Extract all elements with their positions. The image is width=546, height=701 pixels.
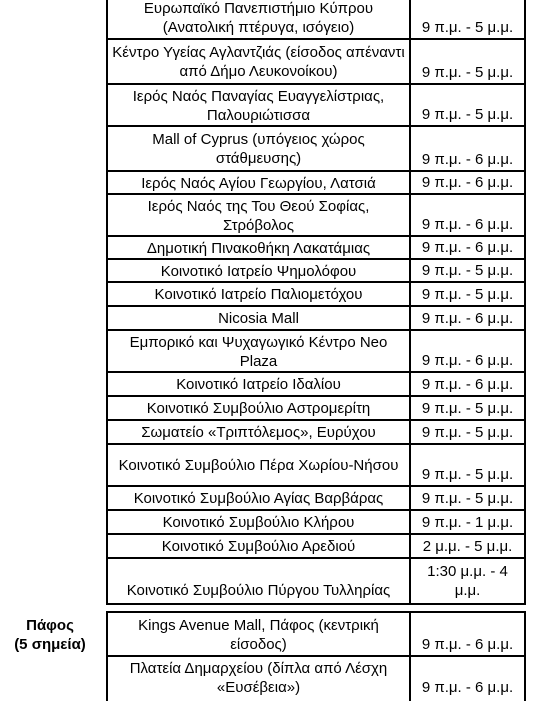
hours-cell: 9 π.μ. - 6 μ.μ. xyxy=(421,376,514,393)
hours-cell: 9 π.μ. - 5 μ.μ. xyxy=(421,490,514,507)
hours-cell: 9 π.μ. - 6 μ.μ. xyxy=(421,174,514,191)
hours-cell: 9 π.μ. - 6 μ.μ. xyxy=(421,216,514,233)
hours-cell: 9 π.μ. - 1 μ.μ. xyxy=(421,514,514,531)
location-cell: Κοινοτικό Συμβούλιο Αστρομερίτη xyxy=(146,400,371,417)
row-divider xyxy=(106,419,526,421)
hours-cell: 9 π.μ. - 5 μ.μ. xyxy=(421,262,514,279)
row-divider xyxy=(106,329,526,331)
row-divider xyxy=(106,509,526,511)
hours-cell: 9 π.μ. - 5 μ.μ. xyxy=(421,400,514,417)
location-cell: Εμπορικό και Ψυχαγωγικό Κέντρο Neo Plaza xyxy=(129,333,388,370)
table-border xyxy=(409,0,411,604)
row-divider xyxy=(106,485,526,487)
location-cell: Ευρωπαϊκό Πανεπιστήμιο Κύπρου (Ανατολική πτέρυγα, ισόγειο) xyxy=(143,0,374,36)
table-border xyxy=(106,611,108,701)
hours-cell: 9 π.μ. - 6 μ.μ. xyxy=(421,679,514,696)
row-divider xyxy=(106,395,526,397)
location-cell: Κοινοτικό Ιατρείο Ιδαλίου xyxy=(176,376,341,393)
location-cell: Κοινοτικό Συμβούλιο Αρεδιού xyxy=(161,538,356,555)
row-divider xyxy=(106,281,526,283)
hours-cell: 2 μ.μ. - 5 μ.μ. xyxy=(422,538,513,555)
location-cell: Κοινοτικό Ιατρείο Ψημολόφου xyxy=(160,262,357,280)
location-cell: Nicosia Mall xyxy=(218,310,299,327)
hours-cell: 9 π.μ. - 5 μ.μ. xyxy=(421,286,514,303)
location-cell: Κοινοτικό Συμβούλιο Αγίας Βαρβάρας xyxy=(133,490,384,507)
hours-cell: 9 π.μ. - 5 μ.μ. xyxy=(421,424,514,441)
location-cell: Κέντρο Υγείας Αγλαντζιάς (είσοδος απέναντι από Δήμο Λευκονοίκου) xyxy=(112,44,405,80)
location-cell: Ιερός Ναός της Του Θεού Σοφίας, Στρόβολος xyxy=(147,197,370,234)
row-divider xyxy=(106,170,526,172)
row-divider xyxy=(106,611,526,613)
location-cell: Κοινοτικό Ιατρείο Παλιομετόχου xyxy=(154,286,363,303)
table-border xyxy=(524,611,526,701)
table-border xyxy=(106,0,108,604)
row-divider xyxy=(106,125,526,127)
row-divider xyxy=(106,235,526,237)
location-cell: Κοινοτικό Συμβούλιο Κλήρου xyxy=(162,514,355,531)
hours-cell: 9 π.μ. - 5 μ.μ. xyxy=(421,466,514,483)
table-border xyxy=(524,0,526,604)
location-cell: Πλατεία Δημαρχείου (δίπλα από Λέσχη «Ευσέβεια») xyxy=(129,660,388,696)
location-cell: Σωματείο «Τριπτόλεμος», Ευρύχου xyxy=(141,424,376,441)
region-label: Πάφος xyxy=(26,617,74,634)
hours-cell: 9 π.μ. - 6 μ.μ. xyxy=(421,310,514,327)
region-count: (5 σημεία) xyxy=(14,636,86,653)
row-divider xyxy=(106,655,526,657)
row-divider xyxy=(106,83,526,85)
location-cell: Δημοτική Πινακοθήκη Λακατάμιας xyxy=(146,239,371,257)
row-divider xyxy=(106,443,526,445)
row-divider xyxy=(106,533,526,535)
hours-cell: 9 π.μ. - 6 μ.μ. xyxy=(421,636,514,653)
row-divider xyxy=(106,258,526,260)
row-divider xyxy=(106,38,526,40)
row-divider xyxy=(106,193,526,195)
table-border xyxy=(409,611,411,701)
hours-cell: 9 π.μ. - 5 μ.μ. xyxy=(421,64,514,81)
location-cell: Mall of Cyprus (υπόγειος χώρος στάθμευσης) xyxy=(152,131,365,167)
hours-cell: 9 π.μ. - 6 μ.μ. xyxy=(421,151,514,168)
hours-cell: 1:30 μ.μ. - 4 μ.μ. xyxy=(427,562,508,599)
hours-cell: 9 π.μ. - 5 μ.μ. xyxy=(421,106,514,123)
location-cell: Ιερός Ναός Αγίου Γεωργίου, Λατσιά xyxy=(141,174,376,192)
hours-cell: 9 π.μ. - 6 μ.μ. xyxy=(421,352,514,369)
location-cell: Κοινοτικό Συμβούλιο Πέρα Χωρίου-Νήσου xyxy=(118,457,399,474)
row-divider xyxy=(106,603,526,605)
row-divider xyxy=(106,557,526,559)
location-cell: Kings Avenue Mall, Πάφος (κεντρική είσοδος) xyxy=(138,616,379,653)
location-cell: Ιερός Ναός Παναγίας Ευαγγελίστριας, Παλουριώτισσα xyxy=(132,87,385,124)
hours-cell: 9 π.μ. - 5 μ.μ. xyxy=(421,19,514,36)
row-divider xyxy=(106,371,526,373)
hours-cell: 9 π.μ. - 6 μ.μ. xyxy=(421,239,514,256)
location-cell: Κοινοτικό Συμβούλιο Πύργου Τυλληρίας xyxy=(126,582,391,599)
row-divider xyxy=(106,305,526,307)
